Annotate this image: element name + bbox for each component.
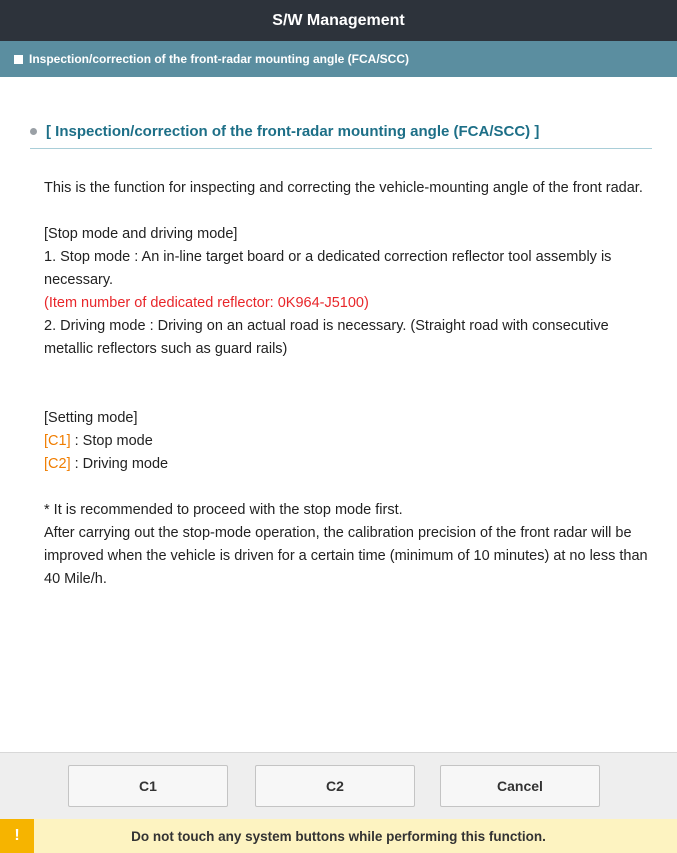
c2-button[interactable]: C2 bbox=[255, 765, 415, 807]
c1-text: : Stop mode bbox=[70, 433, 153, 449]
dot-bullet-icon bbox=[30, 128, 37, 135]
warning-icon: ! bbox=[0, 819, 34, 853]
square-bullet-icon bbox=[14, 55, 23, 64]
warning-banner bbox=[0, 819, 677, 853]
section-title-text: [ Inspection/correction of the front-radar mounting angle (FCA/SCC) ] bbox=[46, 123, 540, 140]
c1-tag: [C1] bbox=[44, 433, 71, 449]
c1-button[interactable]: C1 bbox=[68, 765, 228, 807]
setting-c2 bbox=[44, 453, 654, 476]
function-header-label: Inspection/correction of the front-radar mounting angle (FCA/SCC) bbox=[29, 52, 410, 66]
stop-mode-text: 1. Stop mode : An in-line target board or a dedicated correction reflector tool assembly is necessary. bbox=[44, 249, 612, 288]
setting-heading: [Setting mode] bbox=[44, 410, 138, 426]
modes-heading: [Stop mode and driving mode] bbox=[44, 226, 238, 242]
driving-mode-text: 2. Driving mode : Driving on an actual road is necessary. (Straight road with consecutive metallic reflectors such as guard rails) bbox=[44, 318, 609, 357]
button-bar bbox=[0, 752, 677, 819]
description-body bbox=[44, 177, 654, 591]
c2-tag: [C2] bbox=[44, 456, 71, 472]
function-header bbox=[0, 41, 677, 77]
warning-text: Do not touch any system buttons while performing this function. bbox=[131, 828, 546, 844]
reflector-note: (Item number of dedicated reflector: 0K964-J5100) bbox=[44, 295, 369, 311]
c2-text: : Driving mode bbox=[70, 456, 169, 472]
recommend-text: * It is recommended to proceed with the stop mode first. bbox=[44, 502, 403, 518]
intro-text: This is the function for inspecting and correcting the vehicle-mounting angle of the front radar. bbox=[44, 180, 643, 196]
section-title bbox=[30, 123, 652, 149]
setting-c1 bbox=[44, 430, 654, 453]
window-title: S/W Management bbox=[0, 0, 677, 41]
after-text: After carrying out the stop-mode operation, the calibration precision of the front radar will be improved when the vehicle is driven for a certain time (minimum of 10 minutes) at no less than 40 Mile/h. bbox=[44, 525, 648, 587]
content-area bbox=[0, 77, 677, 752]
cancel-button[interactable]: Cancel bbox=[440, 765, 600, 807]
